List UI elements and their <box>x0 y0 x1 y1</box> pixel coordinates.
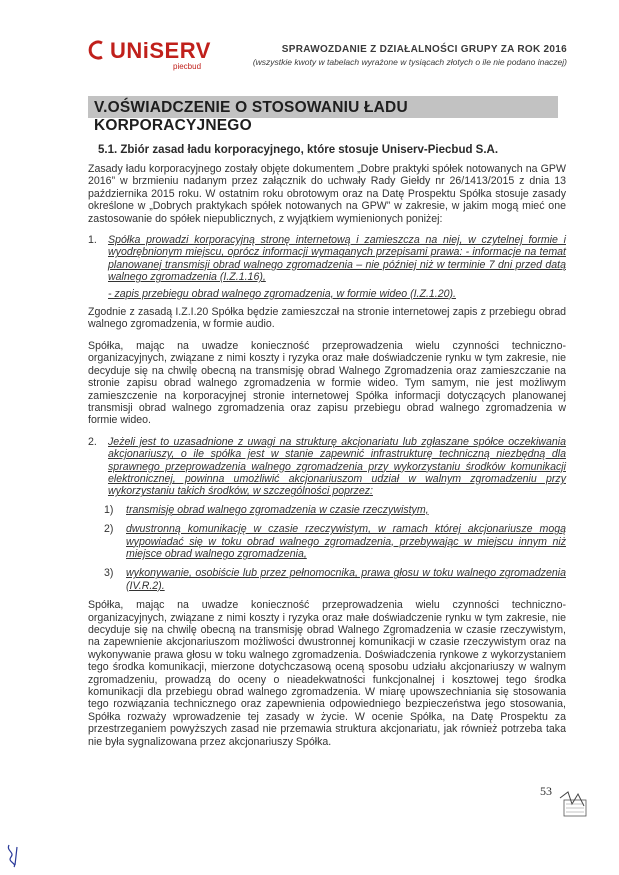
principle-text: Spółka prowadzi korporacyjną stronę internetową i zamieszcza na niej, w czytelnej formie i wyodrębnionym miejscu, oprócz informacji wymaganych przepisami prawa: - informacje na temat planowanej transmisji obrad walnego zgromadzenia – nie później niż w terminie 7 dni przed datą walnego zgromadzenia (I.Z.1.16), <box>108 234 566 284</box>
sub-list-text: transmisję obrad walnego zgromadzenia w czasie rzeczywistym, <box>126 503 429 516</box>
sub-list-item <box>104 504 566 516</box>
section-title: V.OŚWIADCZENIE O STOSOWANIU ŁADU KORPORACYJNEGO <box>94 99 408 134</box>
logo-text: UNiSERV <box>110 38 211 63</box>
principle-text: Jeżeli jest to uzasadnione z uwagi na strukturę akcjonariatu lub zgłaszane spółce oczekiwania akcjonariuszy, o ile spółka jest w stanie zapewnić infrastrukturę techniczną niezbędną dla sprawnego przeprowadzenia walnego zgromadzenia przy wykorzystaniu środków komunikacji elektronicznej, powinna umożliwić akcjonariuszom udział w walnym zgromadzeniu przy wykorzystaniu takich środków, w szczególności poprzez: <box>108 435 566 498</box>
list-number: 2. <box>88 435 97 448</box>
sub-list-item <box>104 567 566 592</box>
initials-stamp-icon <box>556 790 592 820</box>
paragraph: Spółka, mając na uwadze konieczność przeprowadzenia wielu czynności techniczno-organizacyjnych, związane z nimi koszty i ryzyka oraz małe doświadczenie rynku w tym zakresie, nie decyduje się na chwilę obecną na transmisję obrad Walnego Zgromadzenia oraz zamieszczanie na stronie zapisu obrad walnego zgromadzenia w formie wideo. Tym samym, nie jest możliwym zamieszczenie na korporacyjnej stronie internetowej Spółka informacji dotyczących planowanej transmisji obrad walnego zgromadzenia oraz zapisu przebiegu obrad walnego zgromadzenia w formie wideo. <box>88 339 566 427</box>
sub-list-text: wykonywanie, osobiście lub przez pełnomocnika, prawa głosu w toku walnego zgromadzenia (IV.R.2). <box>126 567 566 592</box>
logo-subtext: piecbud <box>173 62 202 71</box>
company-logo <box>88 34 211 74</box>
sub-list-number: 2) <box>104 523 114 536</box>
section-heading-bar <box>88 96 558 134</box>
report-title: SPRAWOZDANIE Z DZIAŁALNOŚCI GRUPY ZA ROK 2016 <box>281 44 567 55</box>
currency-note: (wszystkie kwoty w tabelach wyrażone w tysiącach złotych o ile nie podano inaczej) <box>252 57 567 67</box>
document-body <box>88 163 566 757</box>
subsection-title: 5.1. Zbiór zasad ładu korporacyjnego, które stosuje Uniserv-Piecbud S.A. <box>98 144 499 156</box>
sub-list-number: 1) <box>104 503 114 516</box>
logo-arc-icon <box>88 40 110 60</box>
sub-list-item <box>104 523 566 560</box>
sub-list-text: dwustronną komunikację w czasie rzeczywistym, w ramach której akcjonariusze mogą wypowiadać się w toku obrad walnego zgromadzenia, przebywając w miejscu innym niż miejsce obrad walnego zgromadzenia, <box>126 523 566 560</box>
list-item <box>88 234 566 300</box>
intro-paragraph: Zasady ładu korporacyjnego zostały objęte dokumentem „Dobre praktyki spółek notowanych na GPW 2016” w brzmieniu nadanym przez załącznik do uchwały Rady Giełdy nr 26/1413/2015 z dnia 13 października 2015 roku. W ostatnim roku obrotowym oraz na Datę Prospektu Spółka stosuje zasady określone w „Dobrych praktykach spółek notowanych na GPW” w zakresie, w jakim mogą mieć one zastosowanie do spółek niepublicznych, z wyjątkiem wymienionych poniżej: <box>88 163 566 225</box>
sub-list <box>104 504 566 592</box>
list-number: 1. <box>88 234 97 247</box>
paragraph: Spółka, mając na uwadze konieczność przeprowadzenia wielu czynności techniczno-organizacyjnych, związane z nimi koszty i ryzyka oraz małe doświadczenie rynku w tym zakresie, nie decyduje się na chwilę obecną na transmisję obrad Walnego Zgromadzenia w czasie rzeczywistym, na zapewnienie akcjonariuszom możliwości dwustronnej komunikacji w czasie rzeczywistym oraz na wykonywanie prawa głosu w toku walnego zgromadzenia. Doświadczenia rynkowe z wykorzystaniem tego środka komunikacji, mierzone dotychczasową oceną sposobu udziału akcjonariuszy w walnym zgromadzeniu, prowadzą do oceny o nieadekwatności funkcjonalnej i kosztowej tego środka komunikacji dla przebiegu obrad walnego zgromadzenia. W miarę upowszechniania się stosowania tego rozwiązania technicznego oraz zapewnienia odpowiedniego bezpieczeństwa jego stosowania, Spółka rozważy wprowadzenie tej zasady w życie. W ocenie Spółka, na Datę Prospektu za przestrzeganiem powyższych zasad nie przemawia struktura akcjonariatu, jak również potrzeba taka nie była sygnalizowana przez akcjonariuszy Spółka. <box>88 599 566 748</box>
principle-extra: - zapis przebiegu obrad walnego zgromadzenia, w formie wideo (I.Z.1.20). <box>108 287 457 300</box>
margin-signature-icon <box>5 843 23 869</box>
list-item <box>88 436 566 498</box>
page-number: 53 <box>540 784 552 798</box>
paragraph: Zgodnie z zasadą I.Z.I.20 Spółka będzie zamieszczał na stronie internetowej zapis z przebiegu obrad walnego zgromadzenia, w formie audio. <box>88 306 566 331</box>
sub-list-number: 3) <box>104 567 114 580</box>
